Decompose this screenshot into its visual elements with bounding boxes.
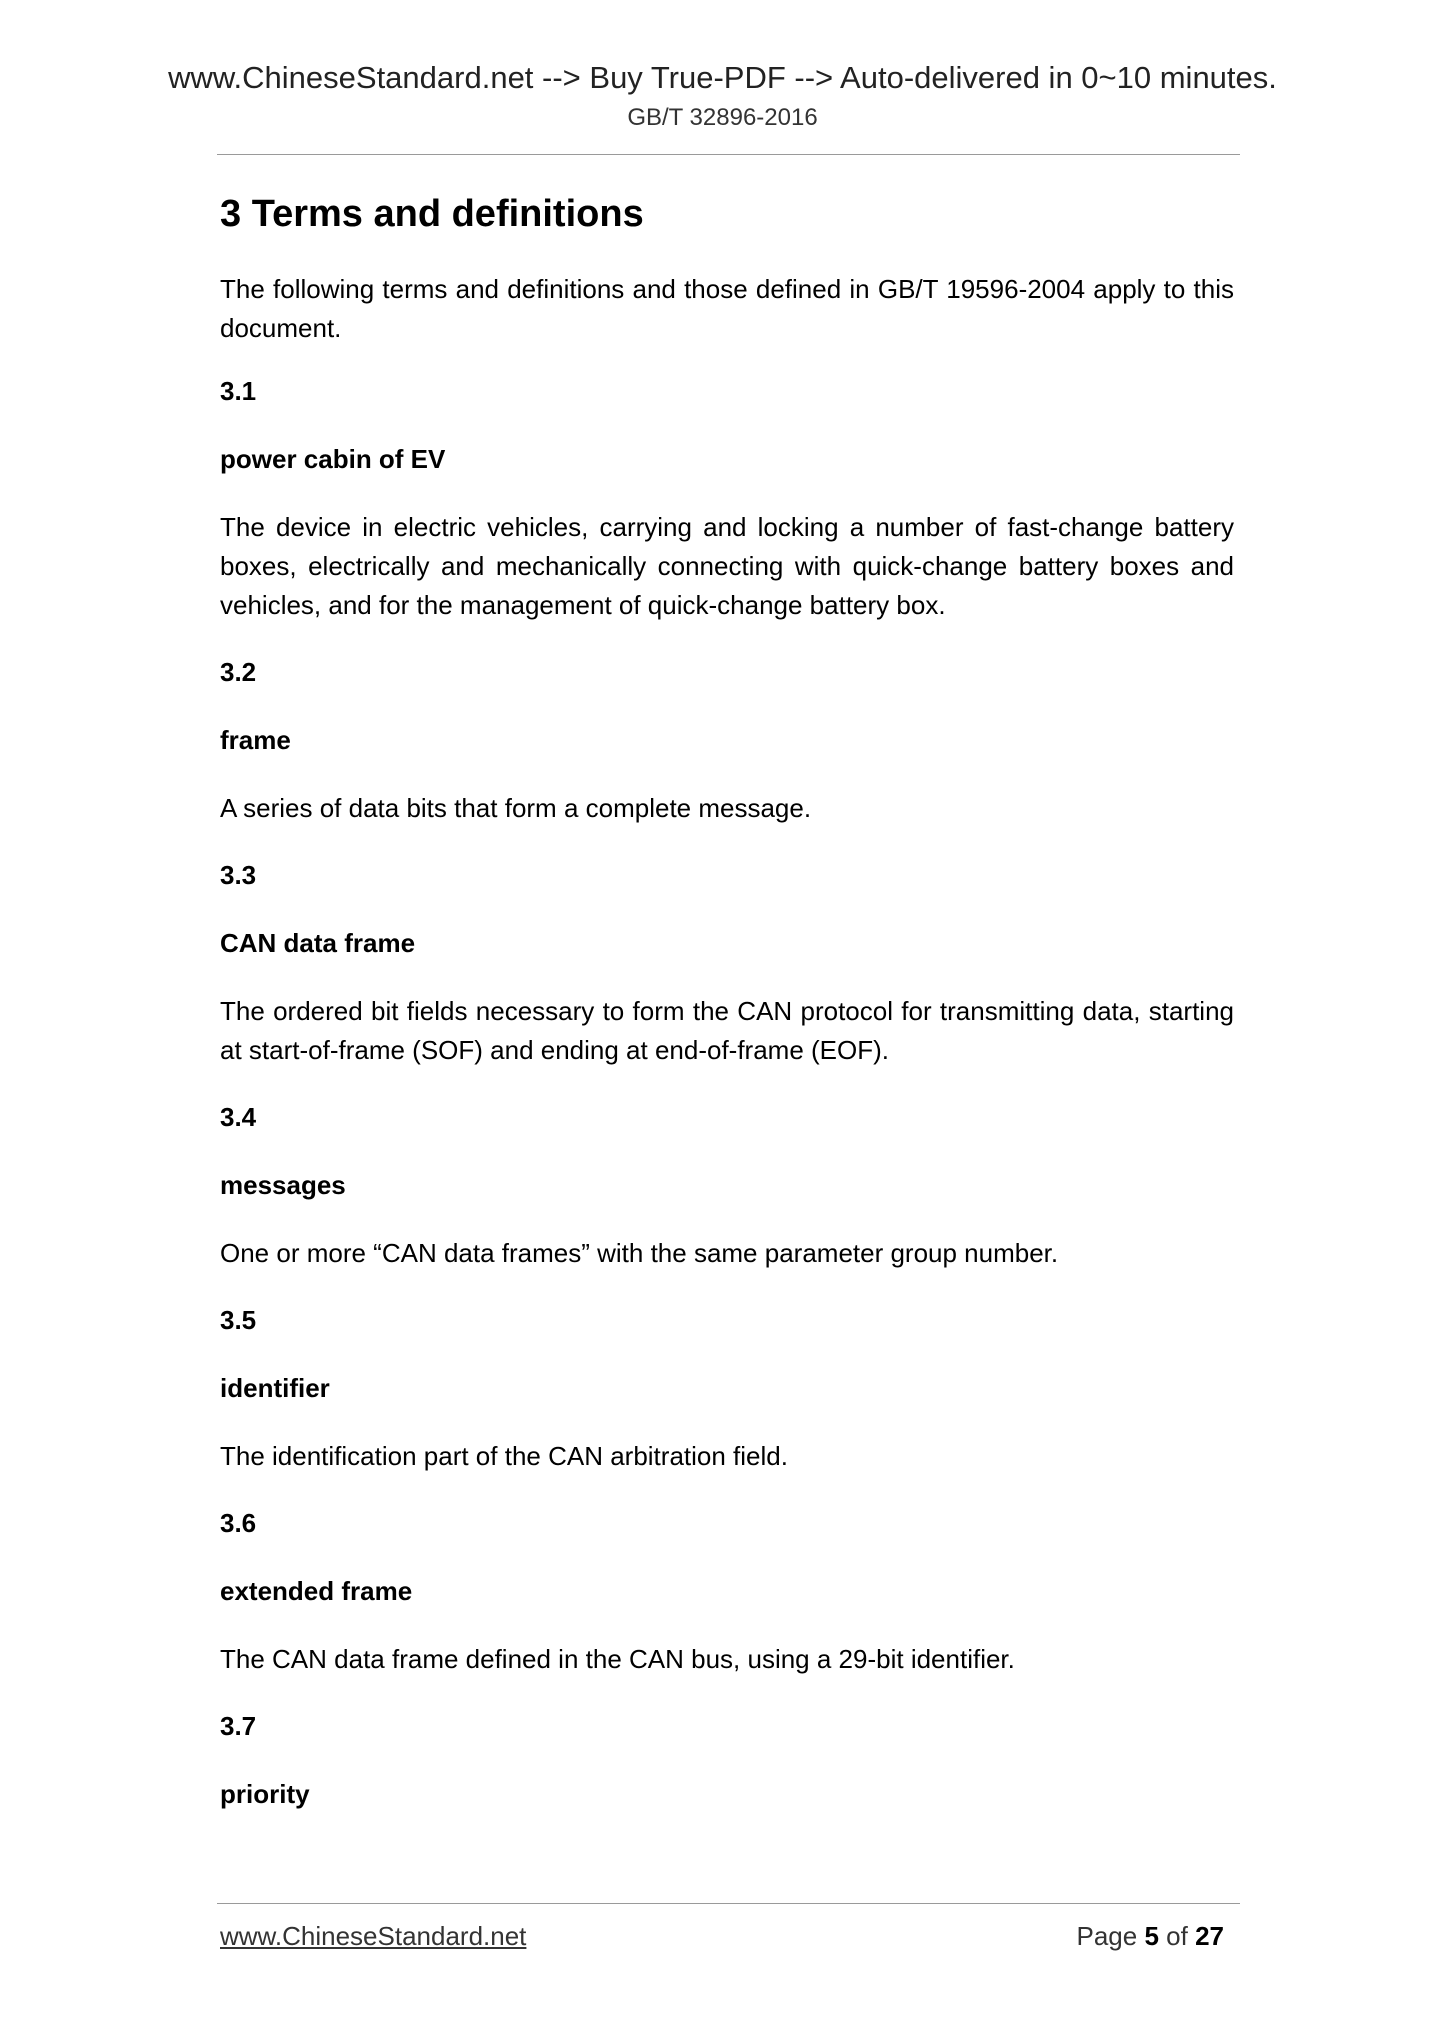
term-definition: A series of data bits that form a complete message. <box>220 793 812 823</box>
term-name: extended frame <box>220 1576 413 1606</box>
footer-divider <box>217 1903 1240 1904</box>
term-name: messages <box>220 1170 346 1200</box>
page-header <box>0 58 1445 134</box>
term-definition: The identification part of the CAN arbitration field. <box>220 1441 788 1471</box>
header-banner: www.ChineseStandard.net --> Buy True-PDF --> Auto-delivered in 0~10 minutes. <box>168 60 1277 95</box>
term-definition: The ordered bit fields necessary to form the CAN protocol for transmitting data, starting at start-of-frame (SOF) and ending at end-of-frame (EOF). <box>220 996 1234 1065</box>
term-number: 3.2 <box>220 657 257 687</box>
term-definition: The CAN data frame defined in the CAN bus, using a 29-bit identifier. <box>220 1644 1015 1674</box>
term-name: identifier <box>220 1373 330 1403</box>
term-number: 3.3 <box>220 860 257 890</box>
term-definition: One or more “CAN data frames” with the same parameter group number. <box>220 1238 1059 1268</box>
page-prefix: Page <box>1076 1921 1138 1951</box>
term-number: 3.7 <box>220 1711 257 1741</box>
section-title: 3 Terms and definitions <box>220 193 644 235</box>
term-number: 3.4 <box>220 1102 257 1132</box>
page-of: of <box>1166 1921 1188 1951</box>
page-indicator <box>1076 1918 1224 1954</box>
footer-site-link[interactable]: www.ChineseStandard.net <box>220 1921 527 1951</box>
page-current: 5 <box>1144 1921 1159 1951</box>
term-number: 3.1 <box>220 376 257 406</box>
document-id: GB/T 32896-2016 <box>627 104 818 131</box>
term-number: 3.5 <box>220 1305 257 1335</box>
section-intro: The following terms and definitions and those defined in GB/T 19596-2004 apply to this document. <box>220 274 1234 343</box>
term-name: CAN data frame <box>220 928 416 958</box>
term-name: frame <box>220 725 291 755</box>
document-body <box>220 188 1234 1843</box>
term-number: 3.6 <box>220 1508 257 1538</box>
term-name: priority <box>220 1779 310 1809</box>
term-definition: The device in electric vehicles, carrying and locking a number of fast-change battery boxes, electrically and mechanically connecting with quick-change battery boxes and vehicles, and for the management of quick-change battery box. <box>220 512 1234 620</box>
term-name: power cabin of EV <box>220 444 446 474</box>
page-total: 27 <box>1195 1921 1224 1951</box>
header-divider <box>217 154 1240 155</box>
